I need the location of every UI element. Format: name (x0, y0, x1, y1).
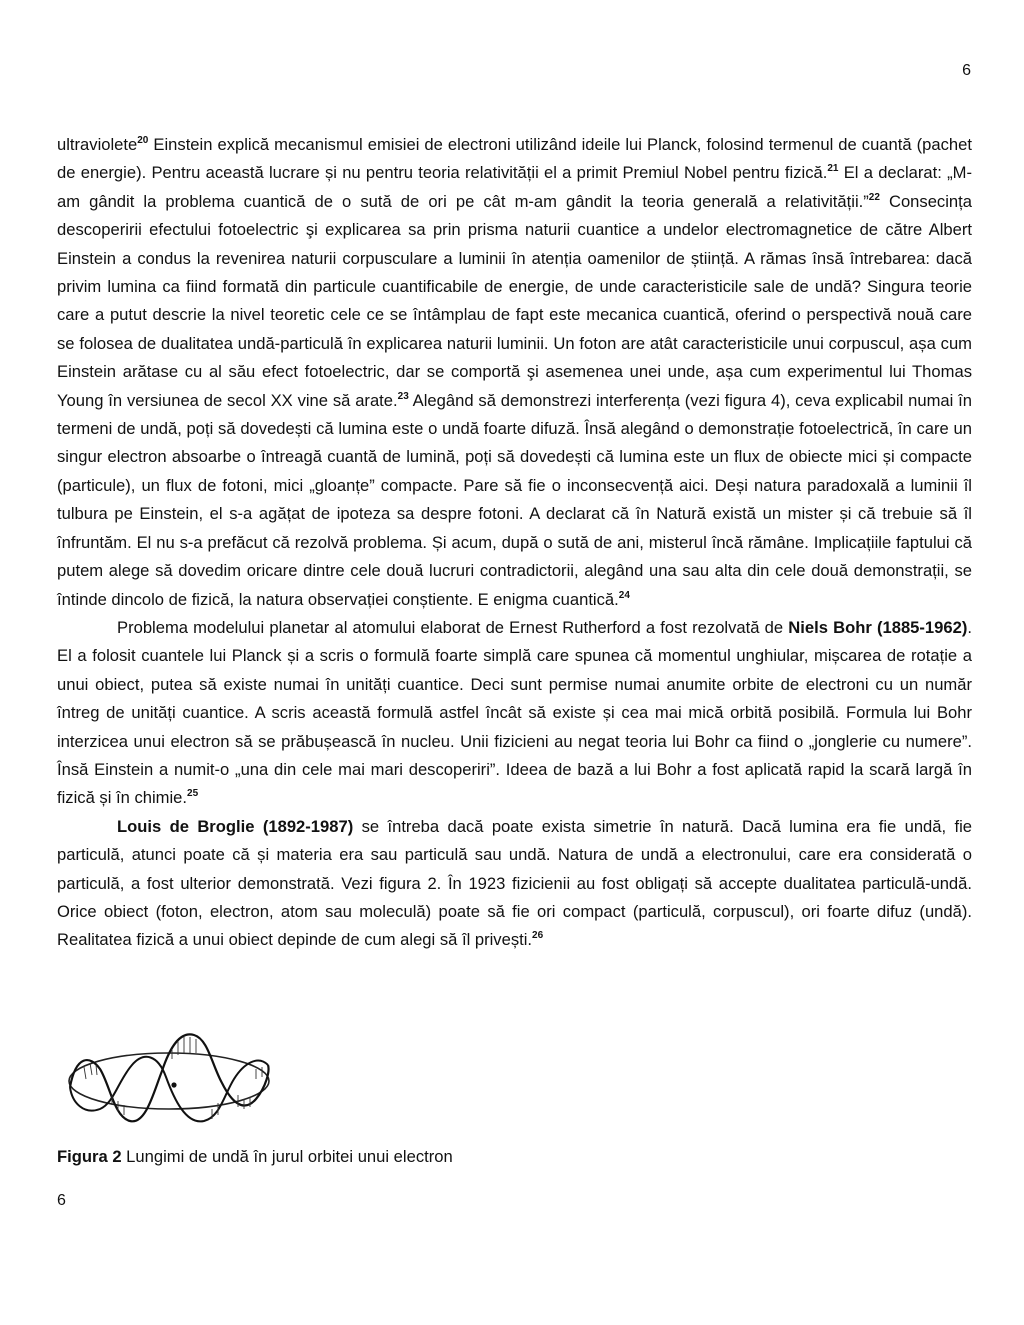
paragraph (57, 131, 972, 614)
footnote-marker: 24 (618, 589, 630, 601)
text-run: ultraviolete (57, 135, 138, 154)
footnote-marker: 26 (532, 930, 544, 942)
figure-caption-label: Figura 2 (57, 1147, 122, 1166)
text-run: Problema modelului planetar al atomului elaborat de Ernest Rutherford a fost rezolvată de (117, 617, 789, 637)
text-run: El a declarat: „M-am gândit la problema cuantică de o sută de ori pe cât m-am gândit la teoria generală a relativității.” (57, 163, 972, 211)
figure-caption (57, 1145, 453, 1169)
text-run: Alegând să demonstrezi interferența (vezi figura 4), ceva explicabil numai în termeni de undă, poți să dovedești că lumina este o undă foarte difuză. Însă alegând o demonstrație fotoelectrică, în care un singur electron absoarbe o întreagă cuantă de lumină, poți să dovedești că lumina este un flux de obiecte mici și compacte (particule), un flux de fotoni, mici „gloanțe” compacte. Pare să fie o inconsecvență aici. Deși natura paradoxală a luminii îl tulbura pe Einstein, el s-a agățat de ipoteza sa despre fotoni. A declarat că în Natură există un mister și că trebuie să îl înfruntăm. El nu s-a prefăcut că rezolvă problema. Și acum, după o sută de ani, misterul încă rămâne. Implicațiile faptului că putem alege să dovedim oricare dintre cele două lucruri contradictorii, alegând una sau alta din cele două demonstrații, se întinde dincolo de fizică, la natura observației conștiente. E enigma cuantică. (57, 390, 973, 609)
footnote-marker: 23 (397, 390, 409, 402)
standing-wave-path-2 (70, 1057, 268, 1122)
bold-name: Niels Bohr (1885-1962) (788, 617, 968, 637)
orbit-wave-illustration (62, 1025, 277, 1133)
figure-caption-text: Lungimi de undă în jurul orbitei unui electron (121, 1147, 453, 1166)
footnote-marker: 25 (187, 788, 199, 800)
text-run: Einstein explică mecanismul emisiei de electroni utilizând ideile lui Planck, folosind termenul de cuantă (pachet de energie). Pentru această lucrare și nu pentru teoria relativității el a primit Premiul Nobel pentru fizică. (57, 135, 972, 183)
paragraph (57, 813, 972, 955)
nucleus-dot (171, 1082, 176, 1087)
footnote-marker: 20 (137, 135, 149, 146)
orbit-ellipse (69, 1053, 269, 1109)
body-text (57, 131, 972, 955)
footnote-marker: 22 (868, 191, 880, 203)
figure-electron-orbit-waves (62, 1025, 277, 1133)
footnote-marker: 21 (827, 163, 839, 175)
text-run: Consecința descoperirii efectului fotoelectric şi explicarea sa prin prisma naturii cuantice a undelor electromagnetice de către Albert Einstein a condus la revenirea naturii corpusculare a luminii în atenția oamenilor de știință. A rămas însă întrebarea: dacă privim lumina ca fiind formată din particule cuantificabile de energie, de unde caracteristicile sale de undă? Singura teorie care a putut descrie la nivel teoretic cele ce se întâmplau de fapt este mecanica cuantică, oferind o perspectivă nouă care se folosea de dualitatea undă-particulă în explicarea naturii luminii. Un foton are atât caracteristicile unui corpuscul, așa cum Einstein arătase cu al său efect fotoelectric, dar se comportă şi asemenea unei unde, așa cum experimentul lui Thomas Young în versiunea de secol XX vine să arate. (57, 191, 972, 410)
page-number-top: 6 (962, 62, 971, 79)
paragraph (57, 614, 972, 813)
text-run: se întreba dacă poate exista simetrie în natură. Dacă lumina era fie undă, fie particulă, atunci poate că și materia era sau particulă sau undă. Natura de undă a electronului, care era considerată o particulă, a fost ulterior demonstrată. Vezi figura 2. În 1923 fizicienii au fost obligați să accepte dualitatea particulă-undă. Orice obiect (foton, electron, atom sau moleculă) poate să fie ori compact (particulă, corpuscul), ori foarte difuz (undă). Realitatea fizică a unui obiect depinde de cum alegi să îl privești. (57, 816, 972, 950)
page-number-bottom: 6 (57, 1192, 66, 1209)
text-run: . El a folosit cuantele lui Planck și a scris o formulă foarte simplă care spunea că momentul unghiular, mișcarea de rotație a unui obiect, putea să existe numai în unități cuantice. Deci sunt permise numai anumite orbite de electroni cu un număr întreg de unități cuantice. A scris această formulă astfel încât să existe și cea mai mică orbită posibilă. Formula lui Bohr interzicea unui electron să se prăbușească în nucleu. Unii fizicieni au negat teoria lui Bohr ca fiind o „jonglerie cu numere”. Însă Einstein a numit-o „una din cele mai mari descoperiri”. Ideea de bază a lui Bohr a fost aplicată rapid la scară largă în fizică și în chimie. (57, 617, 972, 808)
bold-name: Louis de Broglie (1892-1987) (117, 816, 354, 836)
